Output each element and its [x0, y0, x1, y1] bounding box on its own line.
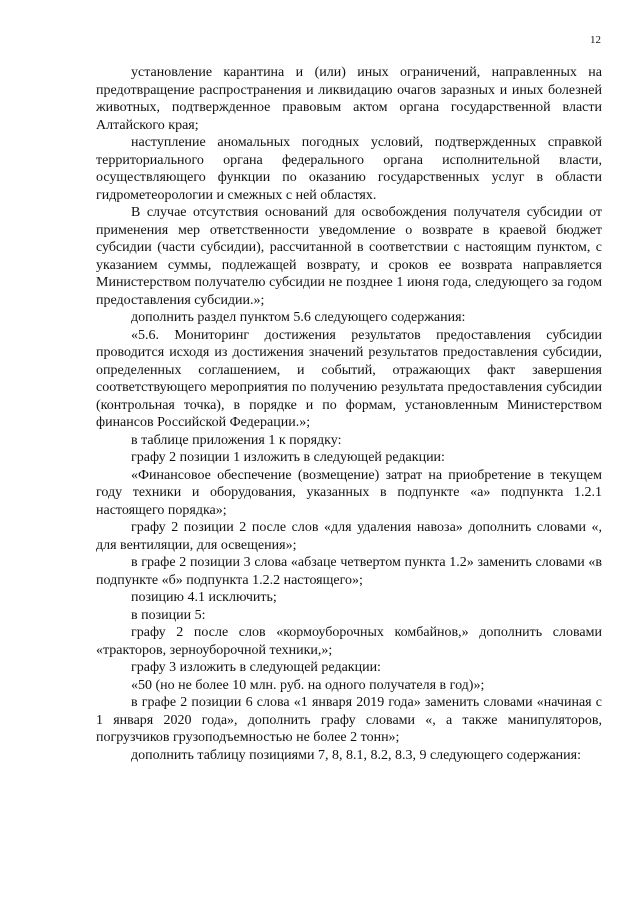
paragraph: графу 2 после слов «кормоуборочных комбайнов,» дополнить словами «тракторов, зерноуборочной техники,»;	[96, 625, 602, 658]
paragraph: В случае отсутствия оснований для освобождения получателя субсидии от применения мер ответственности уведомление о возврате в краевой бюджет субсидии (части субсидии), рассчитанной в соответствии с настоящим пунктом, с указанием суммы, подлежащей возврату, и сроков ее возврата направляется Министерством получателю субсидии не позднее 1 июня года, следующего за годом предоставления субсидии.»;	[96, 205, 602, 308]
paragraph: «50 (но не более 10 млн. руб. на одного получателя в год)»;	[131, 677, 485, 693]
paragraph: дополнить таблицу позициями 7, 8, 8.1, 8.2, 8.3, 9 следующего содержания:	[131, 747, 581, 763]
paragraph: наступление аномальных погодных условий, подтвержденных справкой территориального органа федерального органа исполнительной власти, осуществляющего функции по оказанию государственных услуг в области гидрометеорологии и смежных с ней областях.	[96, 135, 602, 203]
paragraph: «Финансовое обеспечение (возмещение) затрат на приобретение в текущем году техники и оборудования, указанных в подпункте «а» подпункта 1.2.1 настоящего порядка»;	[96, 467, 602, 518]
paragraph: в графе 2 позиции 6 слова «1 января 2019 года» заменить словами «начиная с 1 января 2020 года», дополнить графу словами «, а также манипуляторов, погрузчиков грузоподъемностью не более 2 тонн»;	[96, 695, 602, 745]
paragraph: установление карантина и (или) иных ограничений, направленных на предотвращение распространения и ликвидацию очагов заразных и иных болезней животных, подтвержденное правовым актом органа государственной власти Алтайского края;	[96, 65, 602, 133]
paragraph: графу 3 изложить в следующей редакции:	[131, 660, 381, 675]
paragraph: позицию 4.1 исключить;	[131, 590, 277, 605]
paragraph: графу 2 позиции 2 после слов «для удаления навоза» дополнить словами «, для вентиляции, для освещения»;	[96, 520, 602, 553]
paragraph: в позиции 5:	[131, 607, 206, 623]
page-number: 12	[590, 34, 601, 46]
paragraph: графу 2 позиции 1 изложить в следующей редакции:	[131, 450, 445, 465]
document-body	[96, 64, 602, 764]
paragraph: дополнить раздел пунктом 5.6 следующего содержания:	[131, 310, 466, 325]
paragraph: в таблице приложения 1 к порядку:	[131, 432, 342, 448]
paragraph: «5.6. Мониторинг достижения результатов предоставления субсидии проводится исходя из достижения значений результатов предоставления субсидии, определенных соглашением, и событий, отражающих факт завершения соответствующего мероприятия по получению результата предоставления субсидии (контрольная точка), в порядке и по формам, установленным Министерством финансов Российской Федерации.»;	[96, 327, 602, 430]
paragraph: в графе 2 позиции 3 слова «абзаце четвертом пункта 1.2» заменить словами «в подпункте «б» подпункта 1.2.2 настоящего»;	[96, 555, 602, 588]
